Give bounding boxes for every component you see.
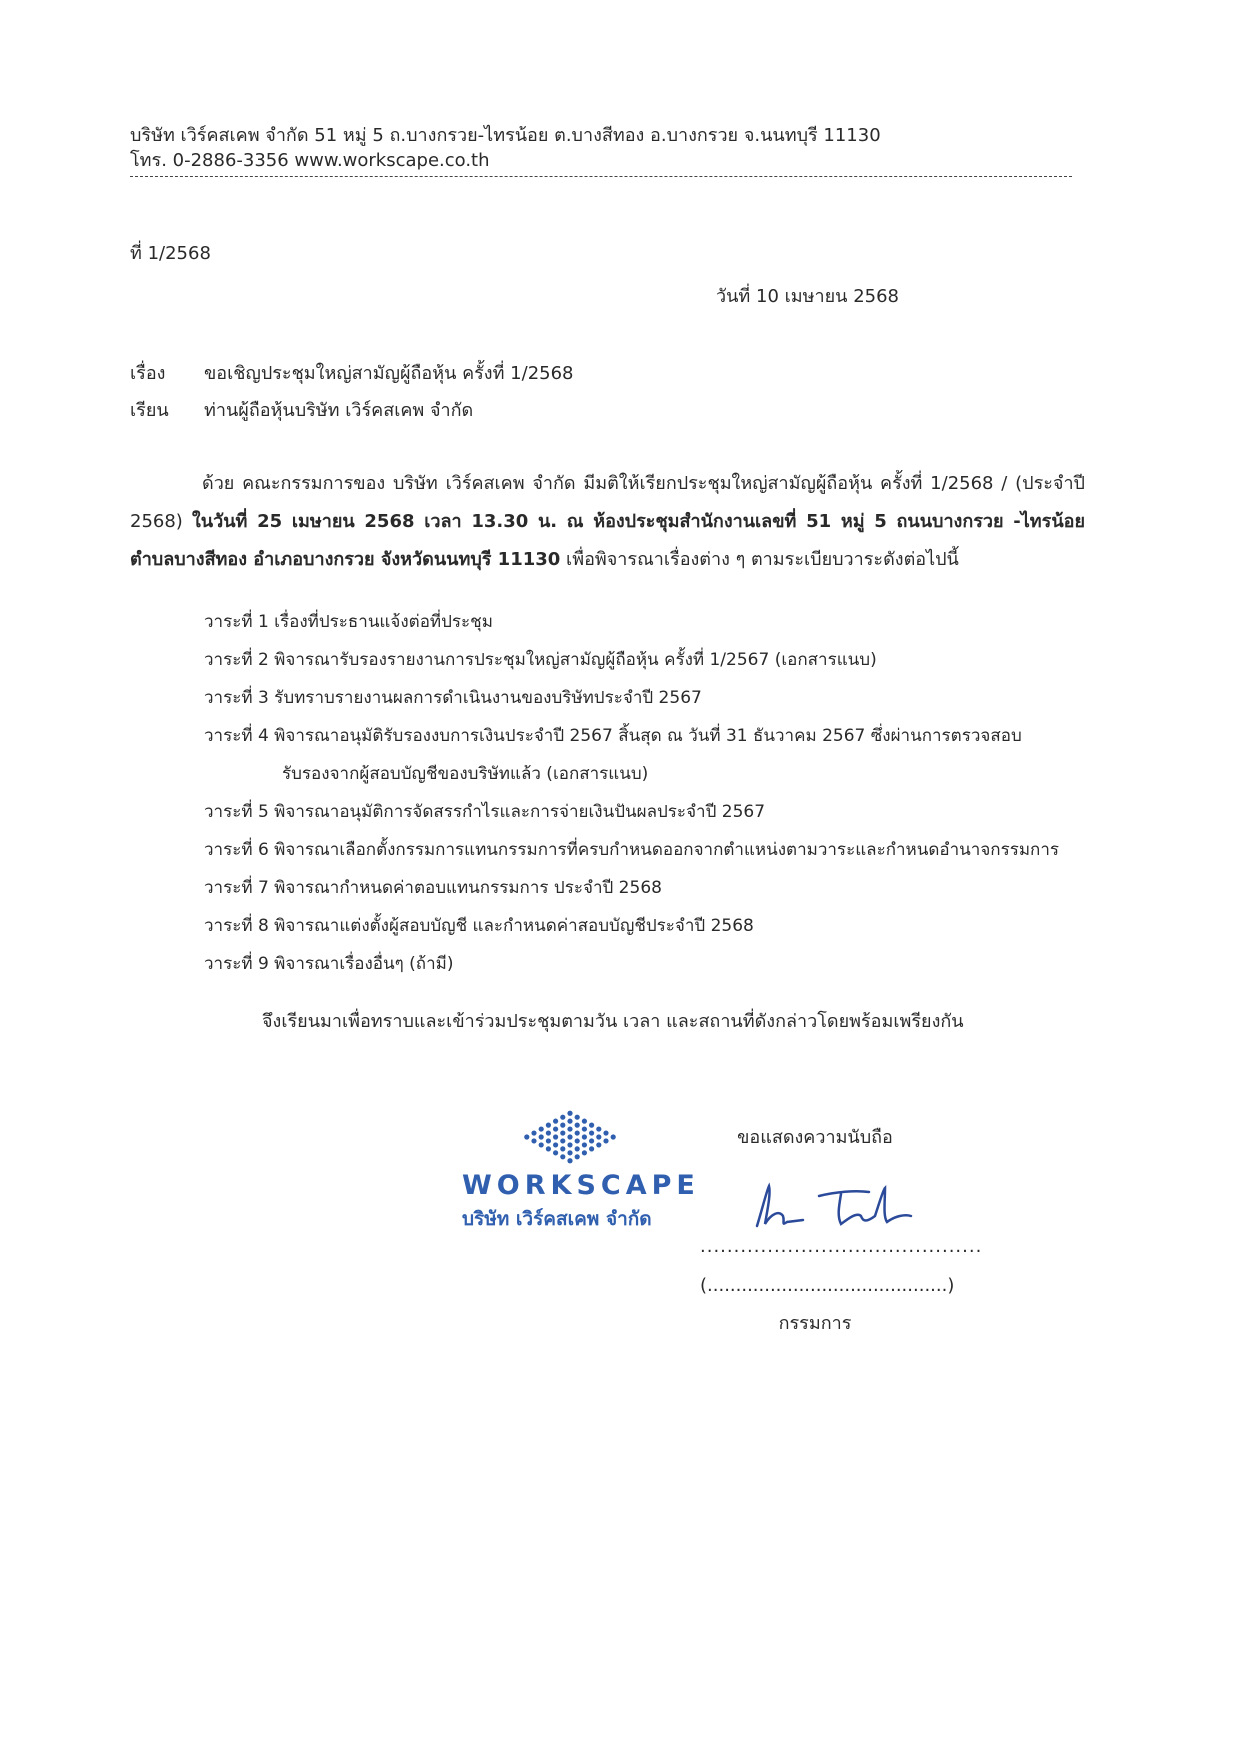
recipient-text: ท่านผู้ถือหุ้นบริษัท เวิร์คสเคพ จำกัด xyxy=(204,400,474,421)
logo-dot xyxy=(546,1138,551,1143)
logo-dot xyxy=(546,1146,551,1151)
logo-dot xyxy=(553,1134,558,1139)
recipient-label: เรียน xyxy=(130,400,169,421)
logo-dot xyxy=(560,1123,565,1128)
logo-dot xyxy=(582,1134,587,1139)
logo-dot xyxy=(531,1130,536,1135)
agenda-item: วาระที่ 4 พิจารณาอนุมัติรับรองงบการเงินประจำปี 2567 สิ้นสุด ณ วันที่ 31 ธันวาคม 2567 ซึ่งผ่านการตรวจสอบ xyxy=(204,726,1022,746)
logo-dot xyxy=(596,1126,601,1131)
logo-dot xyxy=(611,1134,616,1139)
logo-dot xyxy=(553,1126,558,1131)
closing-sentence: จึงเรียนมาเพื่อทราบและเข้าร่วมประชุมตามวัน เวลา และสถานที่ดังกล่าวโดยพร้อมเพรียงกัน xyxy=(262,1011,964,1032)
logo-dot xyxy=(567,1142,572,1147)
intro-text: ด้วย คณะกรรมการของ บริษัท เวิร์คสเคพ จำกัด มีมติให้เรียกประชุมใหญ่สามัญผู้ถือหุ้น ครั้งที่ 1/2568 / (ประจำปี 2568) xyxy=(130,473,1085,532)
logo-dot xyxy=(589,1130,594,1135)
agenda-item: วาระที่ 7 พิจารณากำหนดค่าตอบแทนกรรมการ ประจำปี 2568 xyxy=(204,878,662,898)
logo-dot xyxy=(539,1126,544,1131)
logo-dot xyxy=(575,1123,580,1128)
agenda-list xyxy=(204,603,1084,983)
company-contact: โทร. 0-2886-3356 www.workscape.co.th xyxy=(130,150,490,171)
logo-dot xyxy=(546,1123,551,1128)
logo-dot xyxy=(539,1142,544,1147)
logo-dot xyxy=(582,1126,587,1131)
agenda-item: วาระที่ 2 พิจารณารับรองรายงานการประชุมใหญ่สามัญผู้ถือหุ้น ครั้งที่ 1/2567 (เอกสารแนบ) xyxy=(204,650,877,670)
logo-dot xyxy=(582,1119,587,1124)
logo-dot xyxy=(531,1138,536,1143)
logo-dot xyxy=(603,1138,608,1143)
logo-dot xyxy=(560,1130,565,1135)
reference-number: ที่ 1/2568 xyxy=(130,243,211,264)
logo-wordmark: WORKSCAPE xyxy=(462,1170,700,1201)
signer-position: กรรมการ xyxy=(778,1313,852,1334)
logo-dot xyxy=(567,1134,572,1139)
logo-dot xyxy=(582,1150,587,1155)
logo-dot xyxy=(589,1146,594,1151)
logo-dot xyxy=(596,1142,601,1147)
logo-dot xyxy=(539,1134,544,1139)
logo-dot xyxy=(524,1134,529,1139)
agenda-item-continuation: รับรองจากผู้สอบบัญชีของบริษัทแล้ว (เอกสารแนบ) xyxy=(282,764,649,784)
subject-label: เรื่อง xyxy=(130,363,166,384)
logo-dot xyxy=(575,1130,580,1135)
logo-dot xyxy=(567,1158,572,1163)
logo-dot xyxy=(589,1123,594,1128)
logo-company-name: บริษัท เวิร์คสเคพ จำกัด xyxy=(462,1208,652,1230)
agenda-item: วาระที่ 9 พิจารณาเรื่องอื่นๆ (ถ้ามี) xyxy=(204,954,454,974)
logo-dot xyxy=(567,1119,572,1124)
signer-name-line: (..........................................) xyxy=(700,1275,955,1296)
logo-dot xyxy=(560,1115,565,1120)
logo-dot xyxy=(575,1154,580,1159)
logo-dot xyxy=(589,1138,594,1143)
agenda-item: วาระที่ 8 พิจารณาแต่งตั้งผู้สอบบัญชี และกำหนดค่าสอบบัญชีประจำปี 2568 xyxy=(204,916,754,936)
header-divider xyxy=(130,176,1072,177)
logo-dot xyxy=(560,1146,565,1151)
subject-text: ขอเชิญประชุมใหญ่สามัญผู้ถือหุ้น ครั้งที่ 1/2568 xyxy=(204,363,574,384)
logo-dot xyxy=(567,1126,572,1131)
logo-dot xyxy=(603,1130,608,1135)
agenda-item: วาระที่ 3 รับทราบรายงานผลการดำเนินงานของบริษัทประจำปี 2567 xyxy=(204,688,702,708)
logo-dot xyxy=(560,1138,565,1143)
logo-dot xyxy=(567,1150,572,1155)
logo-dot xyxy=(553,1119,558,1124)
logo-dot xyxy=(546,1130,551,1135)
agenda-item: วาระที่ 1 เรื่องที่ประธานแจ้งต่อที่ประชุม xyxy=(204,612,493,632)
agenda-item: วาระที่ 5 พิจารณาอนุมัติการจัดสรรกำไรและการจ่ายเงินปันผลประจำปี 2567 xyxy=(204,802,766,822)
logo-dot xyxy=(575,1115,580,1120)
signature-line: .......................................... xyxy=(700,1236,983,1257)
logo-dot xyxy=(575,1138,580,1143)
logo-dot xyxy=(560,1154,565,1159)
logo-dot xyxy=(582,1142,587,1147)
logo-dot xyxy=(575,1146,580,1151)
logo-dot xyxy=(553,1142,558,1147)
signature-icon xyxy=(745,1176,915,1236)
agenda-item: วาระที่ 6 พิจารณาเลือกตั้งกรรมการแทนกรรมการที่ครบกำหนดออกจากตำแหน่งตามวาระและกำหนดอำนาจกรรมการ xyxy=(204,840,1060,860)
logo-dot xyxy=(596,1134,601,1139)
letter-date: วันที่ 10 เมษายน 2568 xyxy=(716,286,899,307)
company-address: บริษัท เวิร์คสเคพ จำกัด 51 หมู่ 5 ถ.บางกรวย-ไทรน้อย ต.บางสีทอง อ.บางกรวย จ.นนทบุรี 11130 xyxy=(130,125,881,146)
logo-dot xyxy=(553,1150,558,1155)
meeting-details: ในวันที่ 25 เมษายน 2568 เวลา 13.30 น. ณ ห้องประชุมสำนักงานเลขที่ 51 หมู่ 5 ถนนบางกรวย -ไทรน้อย ตำบลบางสีทอง อำเภอบางกรวย จังหวัดนนทบุรี 11130 xyxy=(130,511,1085,570)
regards-text: ขอแสดงความนับถือ xyxy=(737,1127,893,1148)
purpose-text: เพื่อพิจารณาเรื่องต่าง ๆ ตามระเบียบวาระดังต่อไปนี้ xyxy=(566,549,959,570)
logo-dot xyxy=(567,1111,572,1116)
invitation-paragraph xyxy=(130,465,1085,579)
